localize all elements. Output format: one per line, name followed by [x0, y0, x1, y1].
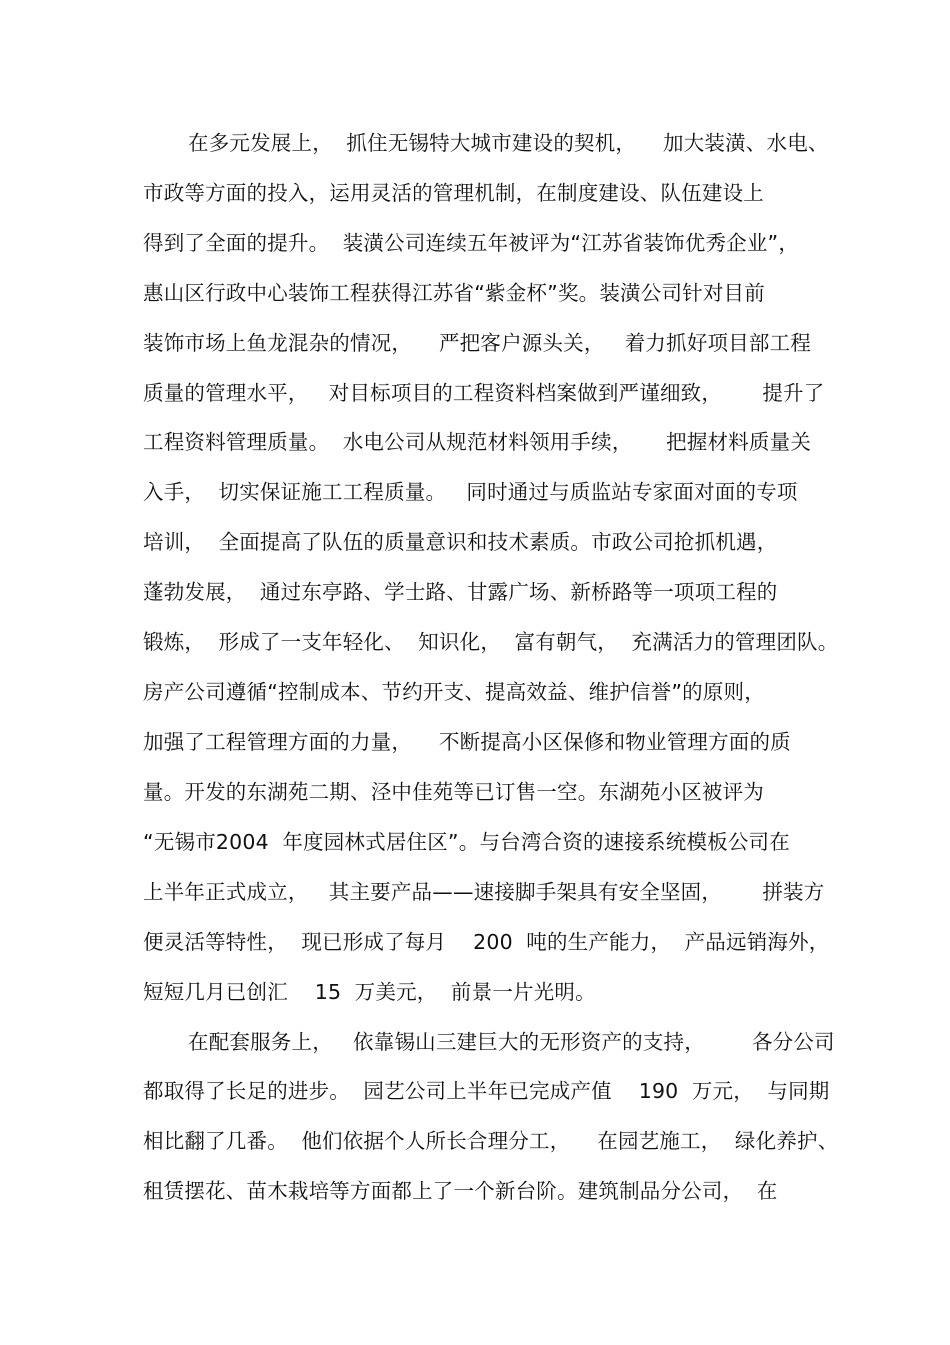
text-line: 培训， 全面提高了队伍的质量意识和技术素质。市政公司抢抓机遇， — [143, 530, 778, 554]
text-line: 量。开发的东湖苑二期、泾中佳苑等已订售一空。东湖苑小区被评为 — [143, 780, 764, 804]
text-line: 入手， 切实保证施工工程质量。 同时通过与质监站专家面对面的专项 — [143, 480, 798, 504]
text-line: 得到了全面的提升。 装潢公司连续五年被评为“江苏省装饰优秀企业”， — [143, 231, 800, 255]
text-line: 在多元发展上， 抓住无锡特大城市建设的契机， 加大装潢、水电、 — [188, 131, 829, 155]
text-line: 工程资料管理质量。 水电公司从规范材料领用手续， 把握材料质量关 — [143, 430, 812, 454]
text-line: 装饰市场上鱼龙混杂的情况， 严把客户源头关， 着力抓好项目部工程 — [143, 331, 812, 355]
text-line: 在配套服务上， 依靠锡山三建巨大的无形资产的支持， 各分公司 — [188, 1030, 835, 1054]
text-line: 上半年正式成立， 其主要产品——速接脚手架具有安全坚固， 拼装方 — [143, 880, 825, 904]
text-line: “无锡市2004 年度园林式居住区”。与台湾合资的速接系统模板公司在 — [143, 830, 790, 854]
text-line: 房产公司遵循“控制成本、节约开支、提高效益、维护信誉”的原则， — [143, 680, 765, 704]
text-line: 便灵活等特性， 现已形成了每月 200 吨的生产能力， 产品远销海外， — [143, 930, 830, 954]
text-line: 相比翻了几番。 他们依据个人所长合理分工， 在园艺施工， 绿化养护、 — [143, 1129, 839, 1153]
text-line: 质量的管理水平， 对目标项目的工程资料档案做到严谨细致， 提升了 — [143, 381, 825, 405]
text-line: 都取得了长足的进步。 园艺公司上半年已完成产值 190 万元， 与同期 — [143, 1079, 830, 1103]
text-line: 市政等方面的投入，运用灵活的管理机制，在制度建设、队伍建设上 — [143, 181, 764, 205]
text-line: 惠山区行政中心装饰工程获得江苏省“紫金杯”奖。装潢公司针对目前 — [143, 281, 765, 305]
text-line: 短短几月已创汇 15 万美元， 前景一片光明。 — [143, 980, 596, 1004]
text-line: 锻炼， 形成了一支年轻化、 知识化， 富有朝气， 充满活力的管理团队。 — [143, 630, 839, 654]
text-line: 加强了工程管理方面的力量， 不断提高小区保修和物业管理方面的质 — [143, 730, 791, 754]
text-line: 租赁摆花、苗木栽培等方面都上了一个新台阶。建筑制品分公司， 在 — [143, 1179, 778, 1203]
text-line: 蓬勃发展， 通过东亭路、学士路、甘露广场、新桥路等一项项工程的 — [143, 580, 778, 604]
